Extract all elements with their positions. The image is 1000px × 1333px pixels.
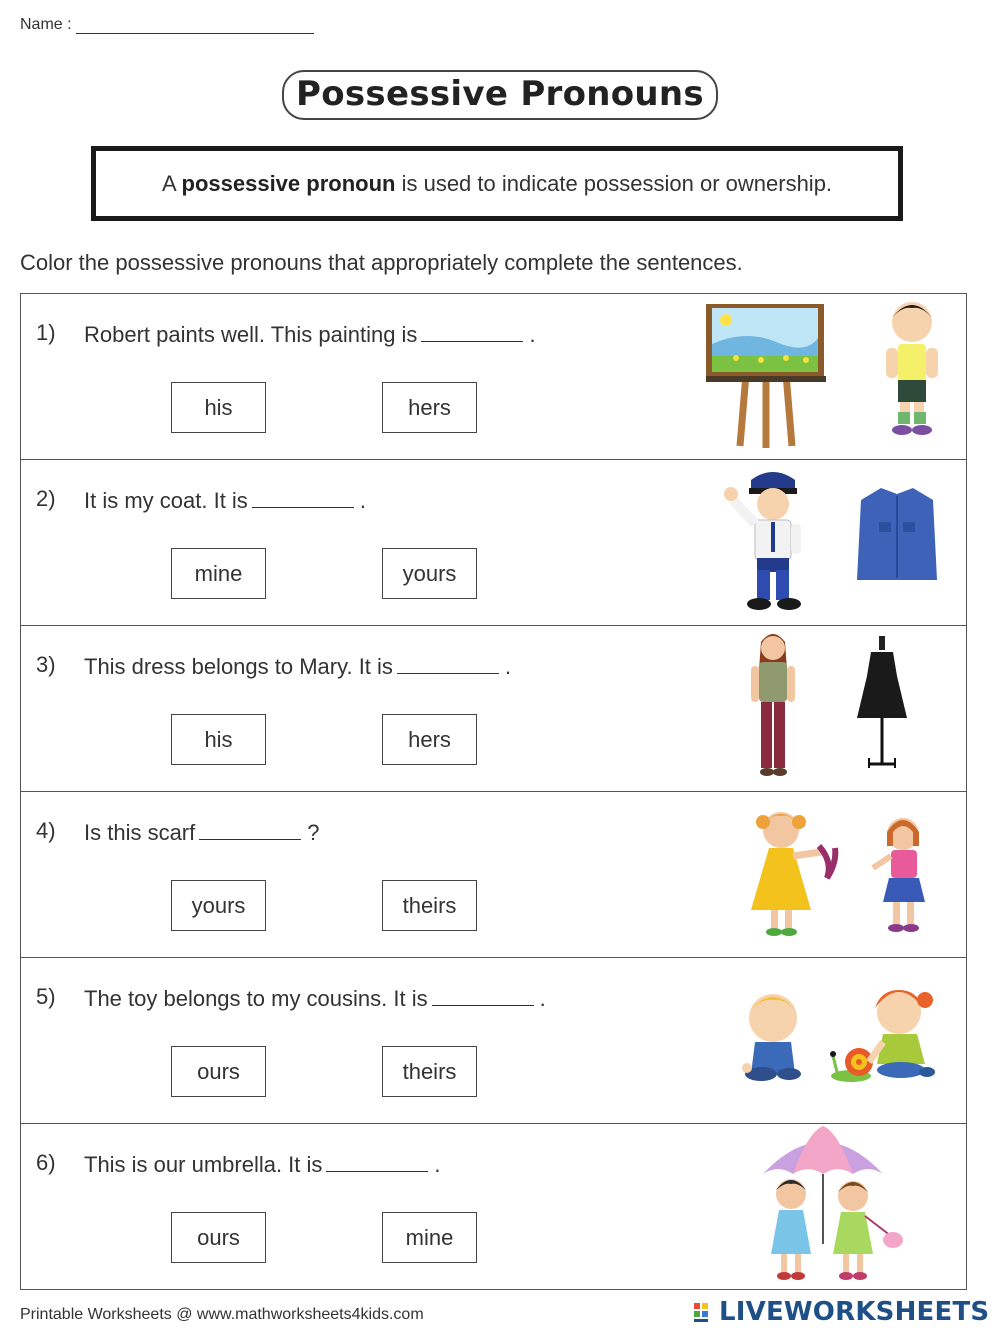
easel-icon	[706, 304, 826, 448]
girl-in-green-icon	[833, 1181, 903, 1280]
woman-icon	[751, 634, 795, 776]
dress-on-stand-icon	[857, 636, 907, 768]
question-row-3	[21, 626, 966, 792]
name-field	[20, 12, 314, 34]
option-his[interactable]: his	[171, 714, 266, 765]
answer-blank	[421, 320, 523, 342]
option-yours[interactable]: yours	[382, 548, 477, 599]
question-text: Robert paints well. This painting is .	[84, 322, 536, 347]
question-number: 3)	[36, 652, 56, 677]
footer-credit	[20, 1306, 424, 1324]
liveworksheets-logo-icon	[693, 1300, 717, 1324]
definition-suffix: is used to indicate possession or ownership.	[395, 170, 833, 196]
easel-painting-and-boy-illustration	[706, 294, 956, 460]
title-container	[0, 70, 1000, 120]
answer-blank	[252, 486, 354, 508]
answer-blank	[326, 1150, 428, 1172]
question-text: This is our umbrella. It is .	[84, 1152, 441, 1177]
definition-prefix: A	[161, 170, 182, 196]
definition-term: possessive pronoun	[181, 170, 396, 196]
question-text: The toy belongs to my cousins. It is .	[84, 986, 546, 1011]
definition-box	[91, 146, 903, 221]
name-label: Name :	[20, 16, 72, 33]
answer-blank	[199, 818, 301, 840]
kids-playing-with-toy-illustration	[721, 958, 951, 1124]
option-theirs[interactable]: theirs	[382, 1046, 477, 1097]
girls-under-umbrella-illustration	[741, 1124, 941, 1291]
toy-snail-icon	[830, 1048, 873, 1082]
question-number: 5)	[36, 984, 56, 1009]
option-yours[interactable]: yours	[171, 880, 266, 931]
brand-name: LIVEWORKSHEETS	[719, 1297, 990, 1327]
question-number: 1)	[36, 320, 56, 345]
boy-icon	[886, 302, 938, 435]
woman-and-dress-illustration	[731, 626, 931, 792]
girl-in-yellow-dress-icon	[751, 812, 835, 936]
option-hers[interactable]: hers	[382, 382, 477, 433]
liveworksheets-brand[interactable]	[693, 1297, 989, 1327]
option-his[interactable]: his	[171, 382, 266, 433]
option-mine[interactable]: mine	[382, 1212, 477, 1263]
police-officer-icon	[724, 472, 801, 610]
name-input-line[interactable]	[76, 12, 314, 34]
footer-text: Printable Worksheets @	[20, 1306, 197, 1323]
question-number: 6)	[36, 1150, 56, 1175]
question-text: Is this scarf ?	[84, 820, 320, 845]
question-text: It is my coat. It is .	[84, 488, 366, 513]
question-row-5	[21, 958, 966, 1124]
option-theirs[interactable]: theirs	[382, 880, 477, 931]
question-row-6	[21, 1124, 966, 1291]
coat-icon	[857, 488, 937, 580]
option-ours[interactable]: ours	[171, 1212, 266, 1263]
question-number: 2)	[36, 486, 56, 511]
footer-site-link[interactable]: www.mathworksheets4kids.com	[196, 1306, 424, 1323]
option-mine[interactable]: mine	[171, 548, 266, 599]
option-hers[interactable]: hers	[382, 714, 477, 765]
police-officer-and-coat-illustration	[711, 460, 961, 626]
question-table	[20, 293, 967, 1290]
blonde-boy-icon	[742, 994, 801, 1081]
girl-in-blue-icon	[771, 1179, 811, 1280]
instruction-text: Color the possessive pronouns that appropriately complete the sentences.	[20, 250, 743, 275]
answer-blank	[432, 984, 534, 1006]
question-text: This dress belongs to Mary. It is .	[84, 654, 512, 679]
question-row-2	[21, 460, 966, 626]
option-ours[interactable]: ours	[171, 1046, 266, 1097]
page-title: Possessive Pronouns	[282, 70, 718, 120]
question-row-1	[21, 294, 966, 460]
answer-blank	[397, 652, 499, 674]
red-haired-girl-icon	[869, 990, 935, 1078]
two-girls-with-scarf-illustration	[741, 792, 951, 958]
girl-in-pink-icon	[873, 818, 925, 932]
question-number: 4)	[36, 818, 56, 843]
question-row-4	[21, 792, 966, 958]
